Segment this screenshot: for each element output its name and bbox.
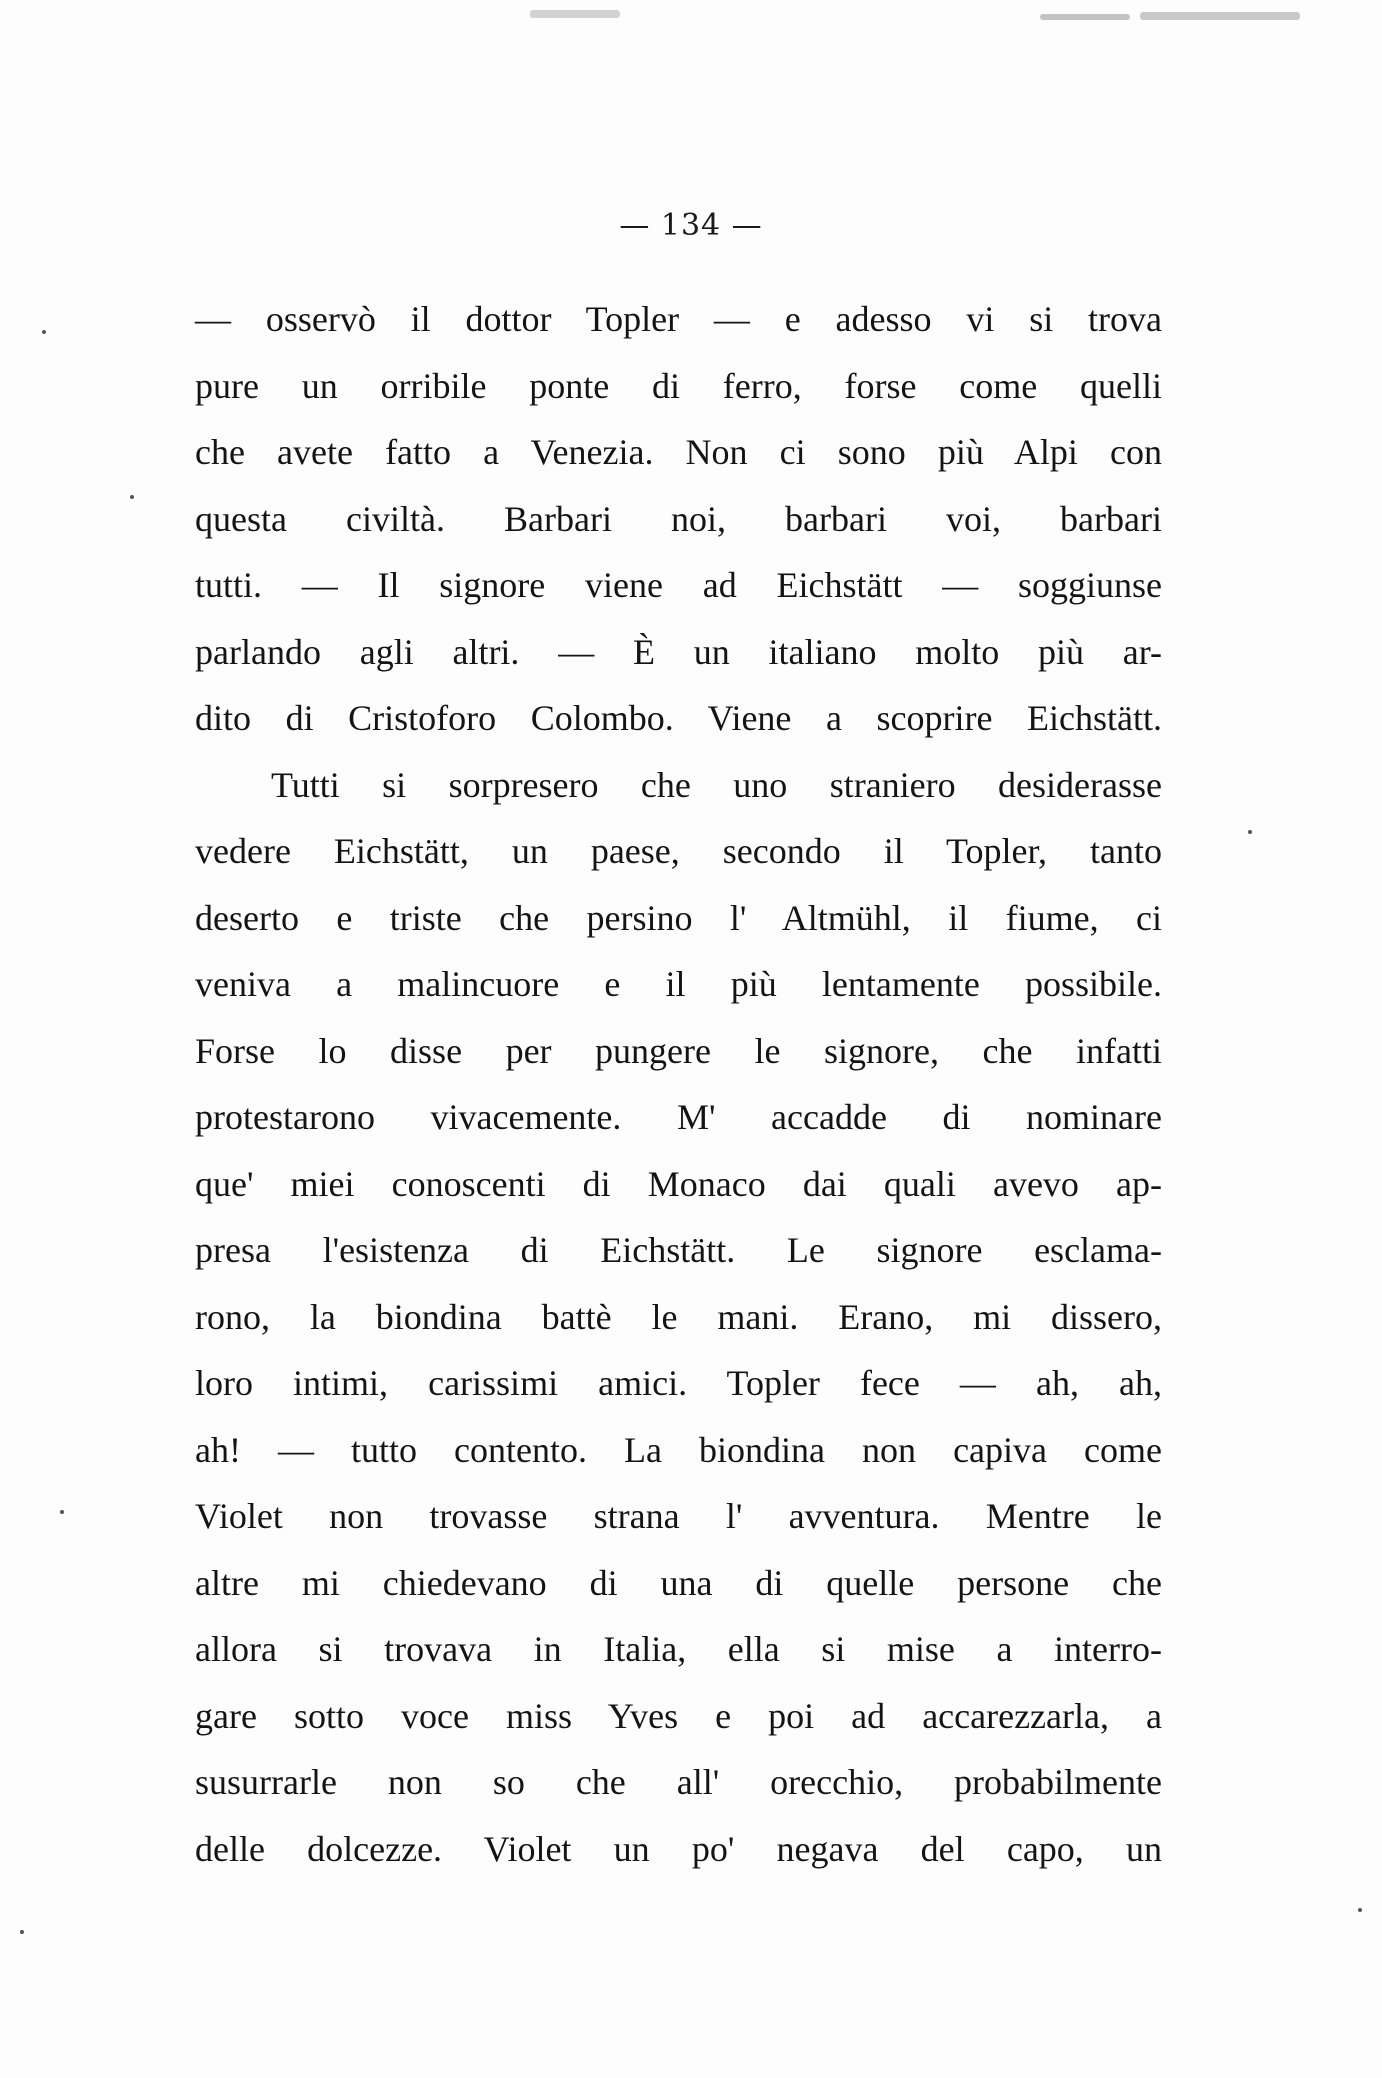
- scan-speck: [1140, 12, 1300, 20]
- text-line: altre mi chiedevano di una di quelle persone che: [195, 1562, 1162, 1603]
- scan-speck: [1358, 1908, 1362, 1912]
- text-line: dito di Cristoforo Colombo. Viene a scoprire Eichstätt.: [195, 698, 1162, 738]
- page-number: — 134 —: [619, 208, 763, 243]
- scan-speck: [530, 10, 620, 18]
- scan-speck: [42, 330, 46, 334]
- text-line: vedere Eichstätt, un paese, secondo il Topler, tanto: [195, 831, 1162, 871]
- text-line: — osservò il dottor Topler — e adesso vi si trova: [195, 299, 1162, 339]
- text-line: que' miei conoscenti di Monaco dai quali avevo ap-: [195, 1163, 1162, 1204]
- text-line: presa l'esistenza di Eichstätt. Le signore esclama-: [195, 1230, 1162, 1270]
- text-line: Violet non trovasse strana l' avventura. Mentre le: [195, 1496, 1162, 1536]
- text-line: parlando agli altri. — È un italiano molto più ar-: [195, 631, 1162, 672]
- scan-speck: [60, 1510, 64, 1514]
- page-body-text: [195, 286, 1162, 1882]
- text-line: tutti. — Il signore viene ad Eichstätt — soggiunse: [195, 565, 1162, 605]
- text-line: questa civiltà. Barbari noi, barbari voi, barbari: [195, 498, 1162, 539]
- text-line: ah! — tutto contento. La biondina non capiva come: [195, 1429, 1162, 1470]
- text-line: loro intimi, carissimi amici. Topler fece — ah, ah,: [195, 1363, 1162, 1403]
- text-line: rono, la biondina battè le mani. Erano, mi dissero,: [195, 1296, 1162, 1337]
- text-line: delle dolcezze. Violet un po' negava del capo, un: [195, 1828, 1162, 1869]
- scan-speck: [1040, 14, 1130, 20]
- text-line: veniva a malincuore e il più lentamente possibile.: [195, 964, 1162, 1004]
- text-line: pure un orribile ponte di ferro, forse come quelli: [195, 365, 1162, 406]
- scan-speck: [1248, 830, 1252, 834]
- scan-speck: [20, 1930, 24, 1934]
- scan-speck: [130, 495, 134, 499]
- text-line: gare sotto voce miss Yves e poi ad accarezzarla, a: [195, 1695, 1162, 1736]
- text-line: allora si trovava in Italia, ella si mise a interro-: [195, 1629, 1162, 1669]
- text-line: deserto e triste che persino l' Altmühl, il fiume, ci: [195, 897, 1162, 938]
- text-line: susurrarle non so che all' orecchio, probabilmente: [195, 1762, 1162, 1802]
- text-line: che avete fatto a Venezia. Non ci sono più Alpi con: [195, 432, 1162, 472]
- text-line: protestarono vivacemente. M' accadde di nominare: [195, 1097, 1162, 1137]
- text-line: Tutti si sorpresero che uno straniero desiderasse: [271, 764, 1162, 805]
- text-line: Forse lo disse per pungere le signore, che infatti: [195, 1030, 1162, 1071]
